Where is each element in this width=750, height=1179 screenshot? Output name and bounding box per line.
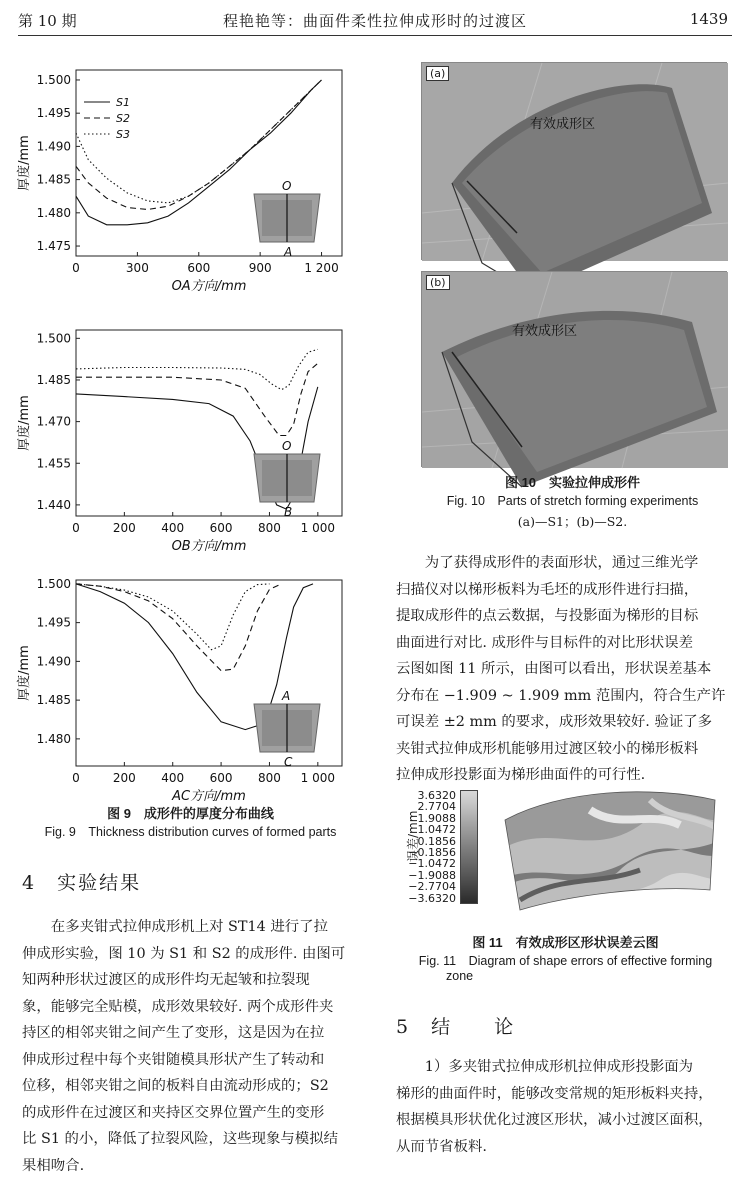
legend-value: −1.0472 (400, 858, 456, 869)
legend-value: −1.9088 (400, 870, 456, 881)
y-tick-label: 1.475 (37, 239, 71, 253)
paragraph-line: 曲面进行对比. 成形件与目标件的对比形状误差 (396, 630, 730, 657)
legend-value: 1.0472 (400, 824, 456, 835)
chart-thickness-ac (18, 570, 358, 810)
fig10-caption-cn: 图 10 实验拉伸成形件 (400, 472, 745, 491)
paragraph-line: 扫描仪对以梯形板料为毛坯的成形件进行扫描， (396, 577, 730, 604)
y-tick-label: 1.485 (37, 173, 71, 187)
fig11-caption-en-line2: zone (398, 969, 733, 983)
paragraph-line: 果相吻合. (22, 1153, 362, 1179)
y-tick-label: 1.480 (37, 732, 71, 746)
x-tick-label: 300 (126, 261, 149, 275)
page-number: 1439 (690, 10, 728, 28)
paragraph-line: 的成形件在过渡区和夹持区交界位置产生的变形 (22, 1100, 362, 1127)
y-tick-label: 1.485 (37, 693, 71, 707)
chart-oa-svg (18, 60, 358, 300)
x-tick-label: 400 (161, 521, 184, 535)
y-tick-label: 1.500 (37, 577, 71, 591)
photo-a-drawing (422, 63, 728, 261)
right-paragraph (396, 550, 730, 789)
paragraph-line: 夹钳式拉伸成形机能够用过渡区较小的梯形板料 (396, 736, 730, 763)
legend-value: −2.7704 (400, 881, 456, 892)
y-tick-label: 1.490 (37, 139, 71, 153)
x-tick-label: 800 (258, 521, 281, 535)
fig11-caption-en-line1: Fig. 11 Diagram of shape errors of effective forming (398, 951, 733, 969)
chart-ac-svg (18, 570, 358, 810)
paragraph-line: 为了获得成形件的表面形状，通过三维光学 (396, 550, 730, 577)
legend-value: 1.9088 (400, 813, 456, 824)
page-header (0, 0, 750, 36)
inset-label: O (282, 439, 291, 453)
photo-a-label: (a) (426, 66, 449, 81)
paragraph-line: 梯形的曲面件时，能够改变常规的矩形板料夹持， (396, 1081, 730, 1108)
fig10-caption (400, 472, 745, 530)
y-tick-label: 1.470 (37, 415, 71, 429)
x-axis-label: OB方向/mm (172, 539, 247, 554)
series-line-s3 (76, 349, 318, 389)
header-rule (18, 35, 732, 36)
x-tick-label: 800 (258, 771, 281, 785)
fig11-caption-cn: 图 11 有效成形区形状误差云图 (398, 932, 733, 951)
y-tick-label: 1.495 (37, 616, 71, 630)
inset-label: C (284, 755, 293, 769)
x-tick-label: 900 (249, 261, 272, 275)
paragraph-line: 持区的相邻夹钳之间产生了变形，这是因为在拉 (22, 1020, 362, 1047)
issue-label: 第 10 期 (18, 10, 77, 31)
x-axis-label: OA方向/mm (172, 279, 247, 294)
fig11-shape-error-surface (500, 790, 720, 920)
paragraph-line: 拉伸成形投影面为梯形曲面件的可行性. (396, 762, 730, 789)
paragraph-line: 比 S1 的小，降低了拉裂风险，这些现象与模拟结 (22, 1126, 362, 1153)
inset-label: O (282, 179, 291, 193)
y-tick-label: 1.485 (37, 373, 71, 387)
photo-b-region-label: 有效成形区 (512, 320, 577, 339)
legend-label: S3 (116, 128, 130, 141)
paragraph-line: 象，能够完全贴模，成形效果较好. 两个成形件夹 (22, 994, 362, 1021)
paragraph-line: 1）多夹钳式拉伸成形机拉伸成形投影面为 (396, 1054, 730, 1081)
y-axis-label: 厚度/mm (16, 135, 32, 191)
fig11-caption-en (398, 951, 733, 983)
x-tick-label: 0 (72, 261, 80, 275)
y-axis-label: 厚度/mm (16, 645, 32, 701)
series-line-s2 (76, 584, 282, 671)
x-tick-label: 200 (113, 521, 136, 535)
legend-value: 0.1856 (400, 836, 456, 847)
legend-value: 3.6320 (400, 790, 456, 801)
paragraph-line: 云图如图 11 所示，由图可以看出，形状误差基本 (396, 656, 730, 683)
paragraph-line: 伸成形实验，图 10 为 S1 和 S2 的成形件. 由图可 (22, 941, 362, 968)
fig10-caption-en: Fig. 10 Parts of stretch forming experiments (400, 491, 745, 509)
x-tick-label: 600 (210, 771, 233, 785)
x-tick-label: 1 000 (301, 771, 335, 785)
y-tick-label: 1.495 (37, 106, 71, 120)
y-axis-label: 厚度/mm (16, 395, 32, 451)
paragraph-line: 知两种形状过渡区的成形件均无起皱和拉裂现 (22, 967, 362, 994)
section-4-title: 4 实验结果 (22, 868, 141, 895)
chart-ob-svg (18, 320, 358, 560)
fig11-error-map (400, 790, 730, 920)
paragraph-line: 根据模具形状优化过渡区形状，减小过渡区面积， (396, 1107, 730, 1134)
y-tick-label: 1.490 (37, 654, 71, 668)
section-4-paragraph (22, 914, 362, 1179)
x-tick-label: 600 (187, 261, 210, 275)
photo-b-drawing (422, 272, 728, 468)
legend-label: S2 (116, 112, 130, 125)
legend-label: S1 (116, 96, 130, 109)
paragraph-line: 从而节省板料. (396, 1134, 730, 1161)
paragraph-line: 在多夹钳式拉伸成形机上对 ST14 进行了拉 (22, 914, 362, 941)
legend-value: −0.1856 (400, 847, 456, 858)
chart-thickness-ob (18, 320, 358, 560)
fig10-photo-b (421, 271, 727, 467)
x-tick-label: 1 000 (301, 521, 335, 535)
y-tick-label: 1.455 (37, 456, 71, 470)
inset-label: A (281, 689, 290, 703)
x-tick-label: 400 (161, 771, 184, 785)
inset-label: B (284, 505, 292, 519)
x-tick-label: 0 (72, 521, 80, 535)
paragraph-line: 可误差 ±2 mm 的要求，成形效果较好. 验证了多 (396, 709, 730, 736)
fig9-caption (18, 803, 363, 840)
fig9-caption-cn: 图 9 成形件的厚度分布曲线 (18, 803, 363, 822)
fig11-caption (398, 932, 733, 983)
y-tick-label: 1.480 (37, 206, 71, 220)
fig10-photo-a (421, 62, 727, 260)
legend-value: −3.6320 (400, 893, 456, 904)
fig11-color-scale (460, 790, 478, 904)
x-tick-label: 600 (210, 521, 233, 535)
photo-b-label: (b) (426, 275, 450, 290)
x-tick-label: 0 (72, 771, 80, 785)
photo-a-region-label: 有效成形区 (530, 113, 595, 132)
y-tick-label: 1.440 (37, 498, 71, 512)
legend-value: 2.7704 (400, 801, 456, 812)
fig10-caption-sub: (a)—S1；(b)—S2. (400, 512, 745, 530)
x-tick-label: 200 (113, 771, 136, 785)
inset-label: A (283, 245, 292, 259)
x-tick-label: 1 200 (304, 261, 338, 275)
section-5-title: 5 结 论 (396, 1012, 515, 1039)
y-tick-label: 1.500 (37, 331, 71, 345)
x-axis-label: AC方向/mm (171, 789, 246, 804)
y-tick-label: 1.500 (37, 73, 71, 87)
fig11-ylabel: 误差/mm (404, 811, 421, 862)
running-title: 程艳艳等：曲面件柔性拉伸成形时的过渡区 (0, 10, 750, 31)
series-line-s2 (76, 363, 318, 435)
paragraph-line: 位移，相邻夹钳之间的板料自由流动形成的；S2 (22, 1073, 362, 1100)
paragraph-line: 伸成形过程中每个夹钳随模具形状产生了转动和 (22, 1047, 362, 1074)
chart-thickness-oa (18, 60, 358, 300)
paragraph-line: 提取成形件的点云数据，与投影面为梯形的目标 (396, 603, 730, 630)
fig9-caption-en: Fig. 9 Thickness distribution curves of formed parts (18, 822, 363, 840)
paragraph-line: 分布在 −1.909 ~ 1.909 mm 范围内，符合生产许 (396, 683, 730, 710)
section-5-paragraph (396, 1054, 730, 1160)
